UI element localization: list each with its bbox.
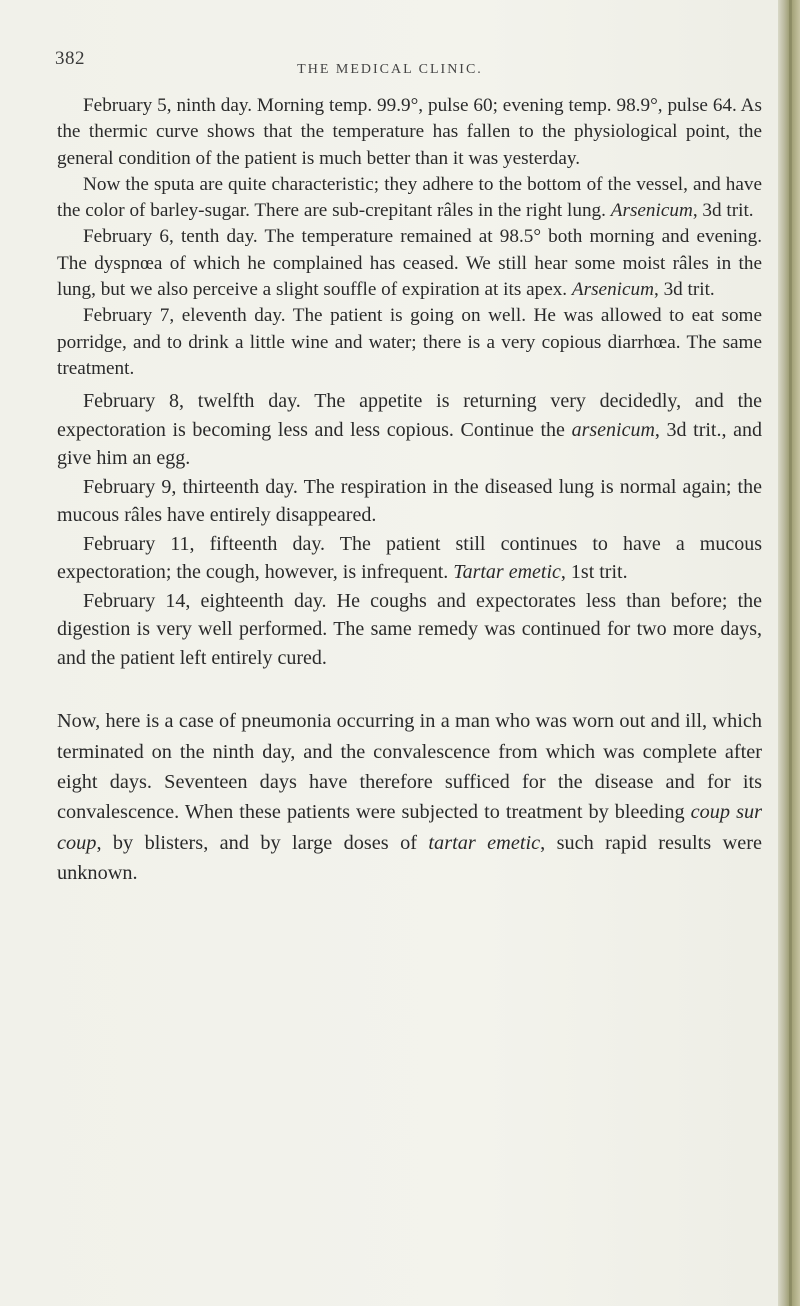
page-binding-shadow xyxy=(789,0,792,1306)
commentary-section xyxy=(57,706,762,888)
paragraph-february-7: February 7, eleventh day. The patient is going on well. He was allowed to eat some porridge, and to drink a little wine and water; there is a very copious diarrhœa. The same treatment. xyxy=(57,305,762,379)
case-notes-continued xyxy=(57,387,762,672)
remedy-name: Arsenicum xyxy=(610,200,693,222)
case-notes-section xyxy=(57,93,762,382)
paragraph-february-11: February 11, fifteenth day. The patient still continues to have a mucous expectoration; the cough, however, is infrequent. Tartar emetic, 1st trit. xyxy=(57,532,762,584)
paragraph-commentary: Now, here is a case of pneumonia occurring in a man who was worn out and ill, which terminated on the ninth day, and the convalescence from which was complete after eight days. Seventeen days have therefore sufficed for the disease and for its convalescence. When these patients were subjected to treatment by bleeding coup sur coup, by blisters, and by large doses of tartar emetic, such rapid results were unknown. xyxy=(57,710,763,885)
paragraph-february-14: February 14, eighteenth day. He coughs and expectorates less than before; the digestion is very well performed. The same remedy was continued for two more days, and the patient left entirely cured. xyxy=(57,589,762,669)
paragraph-february-5: February 5, ninth day. Morning temp. 99.9°, pulse 60; evening temp. 98.9°, pulse 64. As the thermic curve shows that the temperature has fallen to the physiological point, the general condition of the patient is much better than it was yesterday. xyxy=(57,95,762,169)
paragraph-february-6: February 6, tenth day. The temperature remained at 98.5° both morning and evening. The dyspnœa of which he complained has ceased. We still hear some moist râles in the lung, but we also perceive a slight souffle of expiration at its apex. Arsenicum, 3d trit. xyxy=(57,226,762,301)
page-number: 382 xyxy=(55,48,85,69)
paragraph-sputa: Now the sputa are quite characteristic; they adhere to the bottom of the vessel, and have the color of barley-sugar. There are sub-crepitant râles in the right lung. Arsenicum, 3d trit. xyxy=(57,173,762,222)
body-text xyxy=(57,93,762,889)
paragraph-february-9: February 9, thirteenth day. The respiration in the diseased lung is normal again; the mucous râles have entirely disappeared. xyxy=(57,475,762,527)
remedy-name: Arsenicum xyxy=(571,279,654,301)
paragraph-february-8: February 8, twelfth day. The appetite is returning very decidedly, and the expectoration is becoming less and less copious. Continue the arsenicum, 3d trit., and give him an egg. xyxy=(57,390,762,470)
treatment-method: coup sur coup xyxy=(57,801,763,854)
remedy-name: tartar emetic xyxy=(428,831,541,854)
remedy-name: Tartar emetic xyxy=(453,561,561,584)
running-title: THE MEDICAL CLINIC. xyxy=(297,62,483,77)
remedy-name: arsenicum xyxy=(571,418,655,441)
